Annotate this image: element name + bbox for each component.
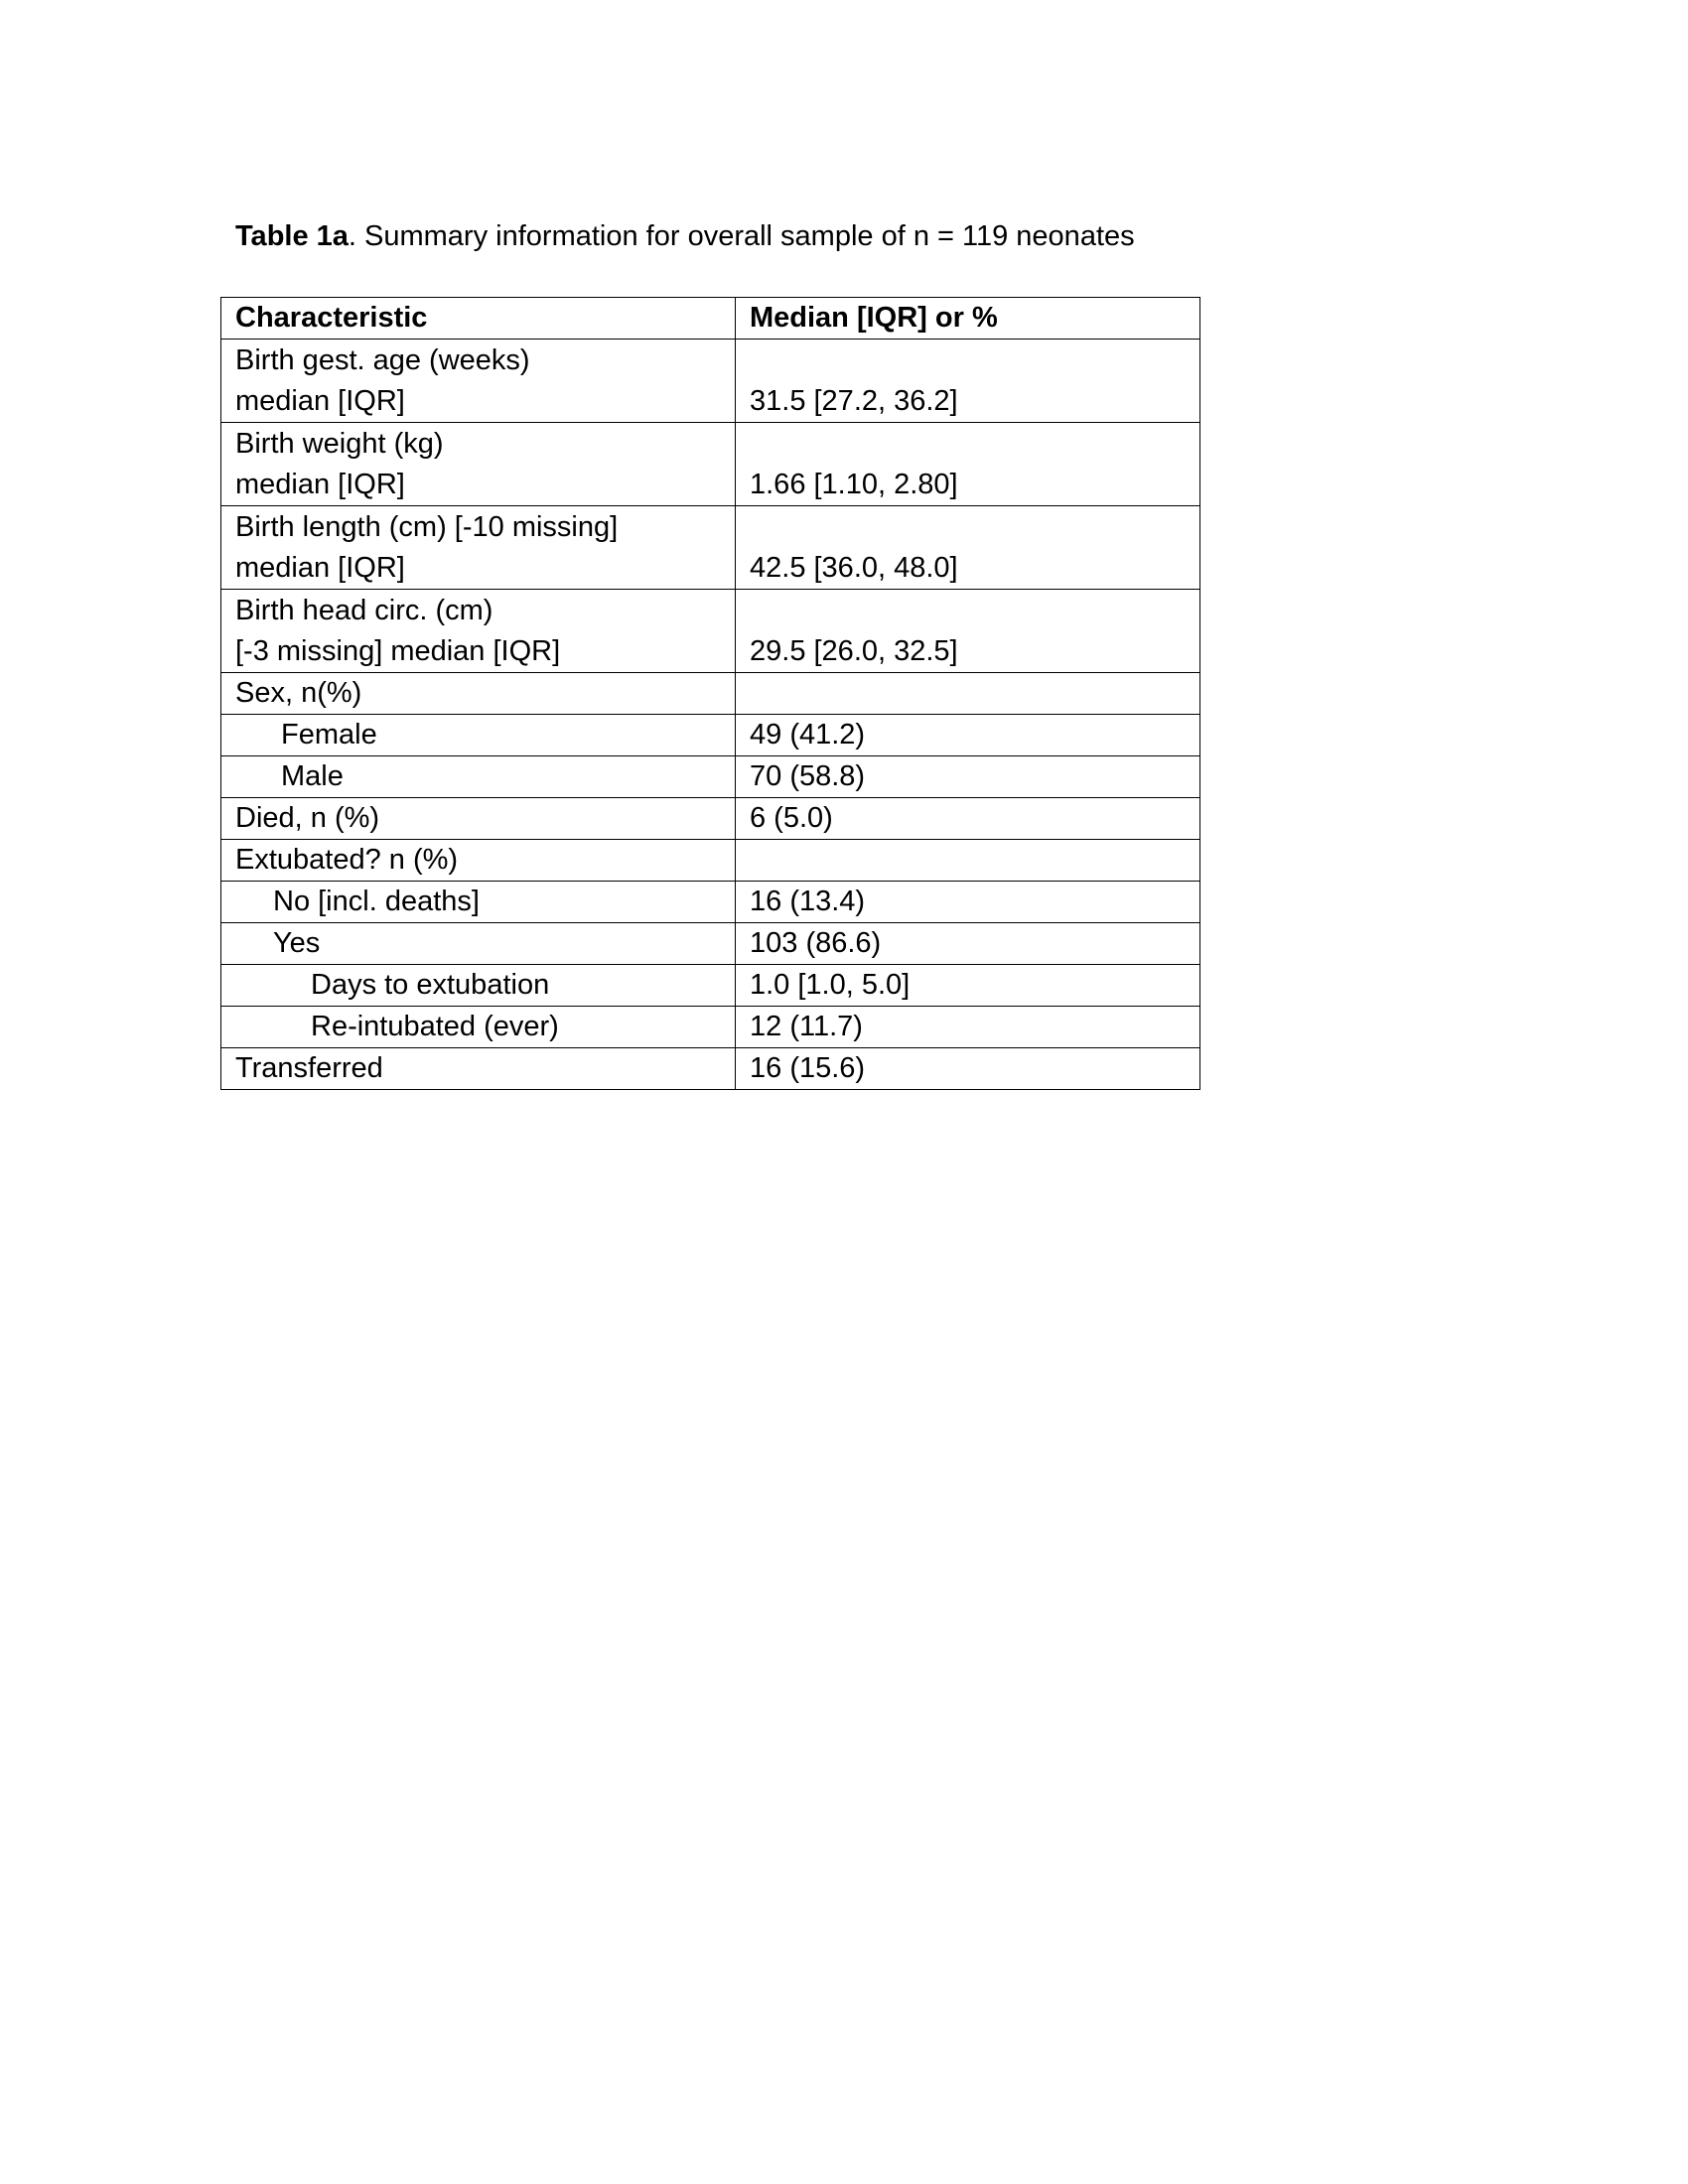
row-label-line: Birth head circ. (cm) [235, 595, 493, 626]
row-value: 49 (41.2) [736, 715, 1200, 756]
header-median-iqr: Median [IQR] or % [736, 298, 1200, 340]
table-row [221, 590, 1200, 673]
row-value: 42.5 [36.0, 48.0] [736, 506, 1200, 590]
row-value: 1.0 [1.0, 5.0] [736, 965, 1200, 1007]
table-row [221, 506, 1200, 590]
header-characteristic: Characteristic [221, 298, 736, 340]
summary-table [220, 297, 1200, 1090]
row-label: Transferred [221, 1048, 736, 1090]
table-caption-text: . Summary information for overall sample of n = 119 neonates [348, 220, 1135, 252]
table-row [221, 340, 1200, 423]
row-label: Male [221, 756, 736, 798]
row-label: Extubated? n (%) [221, 840, 736, 882]
row-value: 1.66 [1.10, 2.80] [736, 423, 1200, 506]
row-label-line: median [IQR] [235, 385, 405, 417]
table-row [221, 423, 1200, 506]
row-label-line: Birth gest. age (weeks) [235, 344, 530, 376]
row-label-line: median [IQR] [235, 552, 405, 584]
row-label [221, 423, 736, 506]
row-value: 16 (13.4) [736, 882, 1200, 923]
row-value: 70 (58.8) [736, 756, 1200, 798]
table-caption-label: Table 1a [235, 220, 349, 252]
table-row [221, 1048, 1200, 1090]
table-row [221, 1007, 1200, 1048]
row-label [221, 340, 736, 423]
table-row [221, 673, 1200, 715]
row-label: Sex, n(%) [221, 673, 736, 715]
table-row [221, 798, 1200, 840]
row-value: 29.5 [26.0, 32.5] [736, 590, 1200, 673]
table-row [221, 923, 1200, 965]
row-label: Female [221, 715, 736, 756]
row-value: 31.5 [27.2, 36.2] [736, 340, 1200, 423]
table-row [221, 840, 1200, 882]
table-row [221, 715, 1200, 756]
row-value: 12 (11.7) [736, 1007, 1200, 1048]
row-value: 103 (86.6) [736, 923, 1200, 965]
row-value: 6 (5.0) [736, 798, 1200, 840]
row-value: 16 (15.6) [736, 1048, 1200, 1090]
row-label: Days to extubation [221, 965, 736, 1007]
row-label-line: [-3 missing] median [IQR] [235, 635, 561, 667]
table-caption [235, 216, 1135, 256]
table-row [221, 756, 1200, 798]
row-label-line: Birth length (cm) [-10 missing] [235, 511, 619, 543]
row-label [221, 590, 736, 673]
table-header-row [221, 298, 1200, 340]
row-label-line: Birth weight (kg) [235, 428, 444, 460]
table-row [221, 965, 1200, 1007]
row-label: Yes [221, 923, 736, 965]
row-label: Re-intubated (ever) [221, 1007, 736, 1048]
row-label-line: median [IQR] [235, 469, 405, 500]
row-value [736, 673, 1200, 715]
row-label: No [incl. deaths] [221, 882, 736, 923]
table-row [221, 882, 1200, 923]
row-label: Died, n (%) [221, 798, 736, 840]
row-label [221, 506, 736, 590]
row-value [736, 840, 1200, 882]
